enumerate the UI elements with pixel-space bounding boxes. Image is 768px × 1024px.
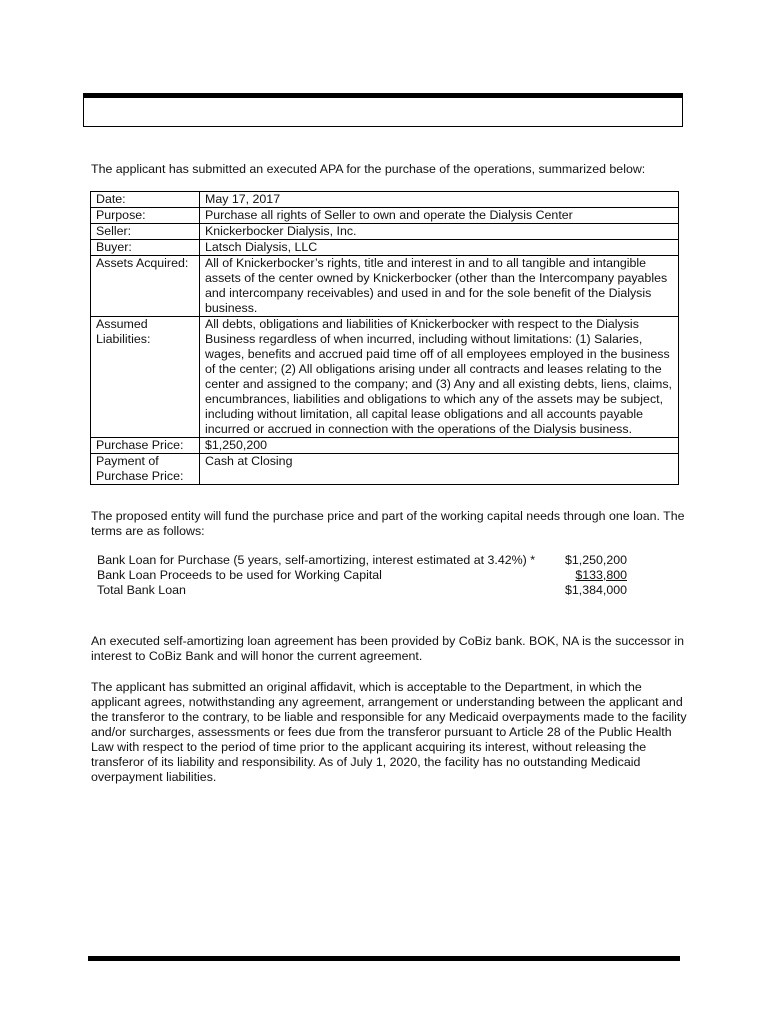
header-box	[83, 98, 683, 127]
loan-agreement-paragraph: An executed self-amortizing loan agreement has been provided by CoBiz bank. BOK, NA is the successor in interest to CoBiz Bank and will honor the current agreement.	[91, 634, 685, 663]
loan-row	[97, 568, 627, 583]
row-value: $1,250,200	[200, 438, 679, 454]
table-row	[91, 192, 679, 208]
row-label: Date:	[91, 192, 200, 208]
loan-row	[97, 553, 627, 568]
row-value: Purchase all rights of Seller to own and operate the Dialysis Center	[200, 208, 679, 224]
loan-terms	[97, 553, 627, 598]
table-row	[91, 240, 679, 256]
row-label: Assets Acquired:	[91, 256, 200, 317]
row-value: All debts, obligations and liabilities of Knickerbocker with respect to the Dialysis Business regardless of when incurred, including without limitations: (1) Salaries, wages, benefits and accrued paid time off of all employees employed in the business of the center; (2) All obligations arising under all contracts and leases relating to the center and assigned to the company; and (3) Any and all existing debts, liens, claims, encumbrances, liabilities and obligations to which any of the assets may be subject, including without limitation, all capital lease obligations and all accounts payable incurred or accrued in connection with the operations of the Dialysis business.	[200, 317, 679, 438]
row-label: Purchase Price:	[91, 438, 200, 454]
loan-total-amount: $1,384,000	[564, 583, 627, 597]
row-value: Knickerbocker Dialysis, Inc.	[200, 224, 679, 240]
loan-label: Bank Loan for Purchase (5 years, self-amortizing, interest estimated at 3.42%) *	[97, 553, 536, 567]
row-value: Latsch Dialysis, LLC	[200, 240, 679, 256]
table-row	[91, 224, 679, 240]
row-label: Purpose:	[91, 208, 200, 224]
table-row	[91, 317, 679, 438]
row-label: Assumed Liabilities:	[91, 317, 200, 438]
row-label: Payment of Purchase Price:	[91, 454, 200, 485]
apa-summary-table	[90, 191, 679, 485]
row-value: All of Knickerbocker’s rights, title and interest in and to all tangible and intangible assets of the center owned by Knickerbocker (other than the Intercompany payables and intercompany receivables) and used in and for the sole benefit of the Dialysis business.	[200, 256, 679, 317]
table-row	[91, 454, 679, 485]
row-value: Cash at Closing	[200, 454, 679, 485]
bottom-rule	[88, 956, 680, 961]
table-row	[91, 256, 679, 317]
row-label: Buyer:	[91, 240, 200, 256]
table-row	[91, 208, 679, 224]
row-value: May 17, 2017	[200, 192, 679, 208]
intro-text: The applicant has submitted an executed APA for the purchase of the operations, summarized below:	[91, 162, 646, 176]
loan-label: Bank Loan Proceeds to be used for Working Capital	[97, 568, 382, 582]
affidavit-paragraph: The applicant has submitted an original affidavit, which is acceptable to the Department, in which the applicant agrees, notwithstanding any agreement, arrangement or understanding between the applicant and the transferor to the contrary, to be liable and responsible for any Medicaid overpayments made to the facility and/or surcharges, assessments or fees due from the transferor pursuant to Article 28 of the Public Health Law with respect to the period of time prior to the applicant acquiring its interest, without releasing the transferor of its liability and responsibility. As of July 1, 2020, the facility has no outstanding Medicaid overpayment liabilities.	[91, 680, 687, 784]
loan-amount: $133,800	[575, 568, 627, 582]
loan-row	[97, 583, 627, 598]
loan-label: Total Bank Loan	[97, 583, 186, 597]
row-label: Seller:	[91, 224, 200, 240]
funding-paragraph: The proposed entity will fund the purchase price and part of the working capital needs through one loan. The terms are as follows:	[91, 509, 685, 538]
loan-amount: $1,250,200	[564, 553, 627, 567]
table-row	[91, 438, 679, 454]
